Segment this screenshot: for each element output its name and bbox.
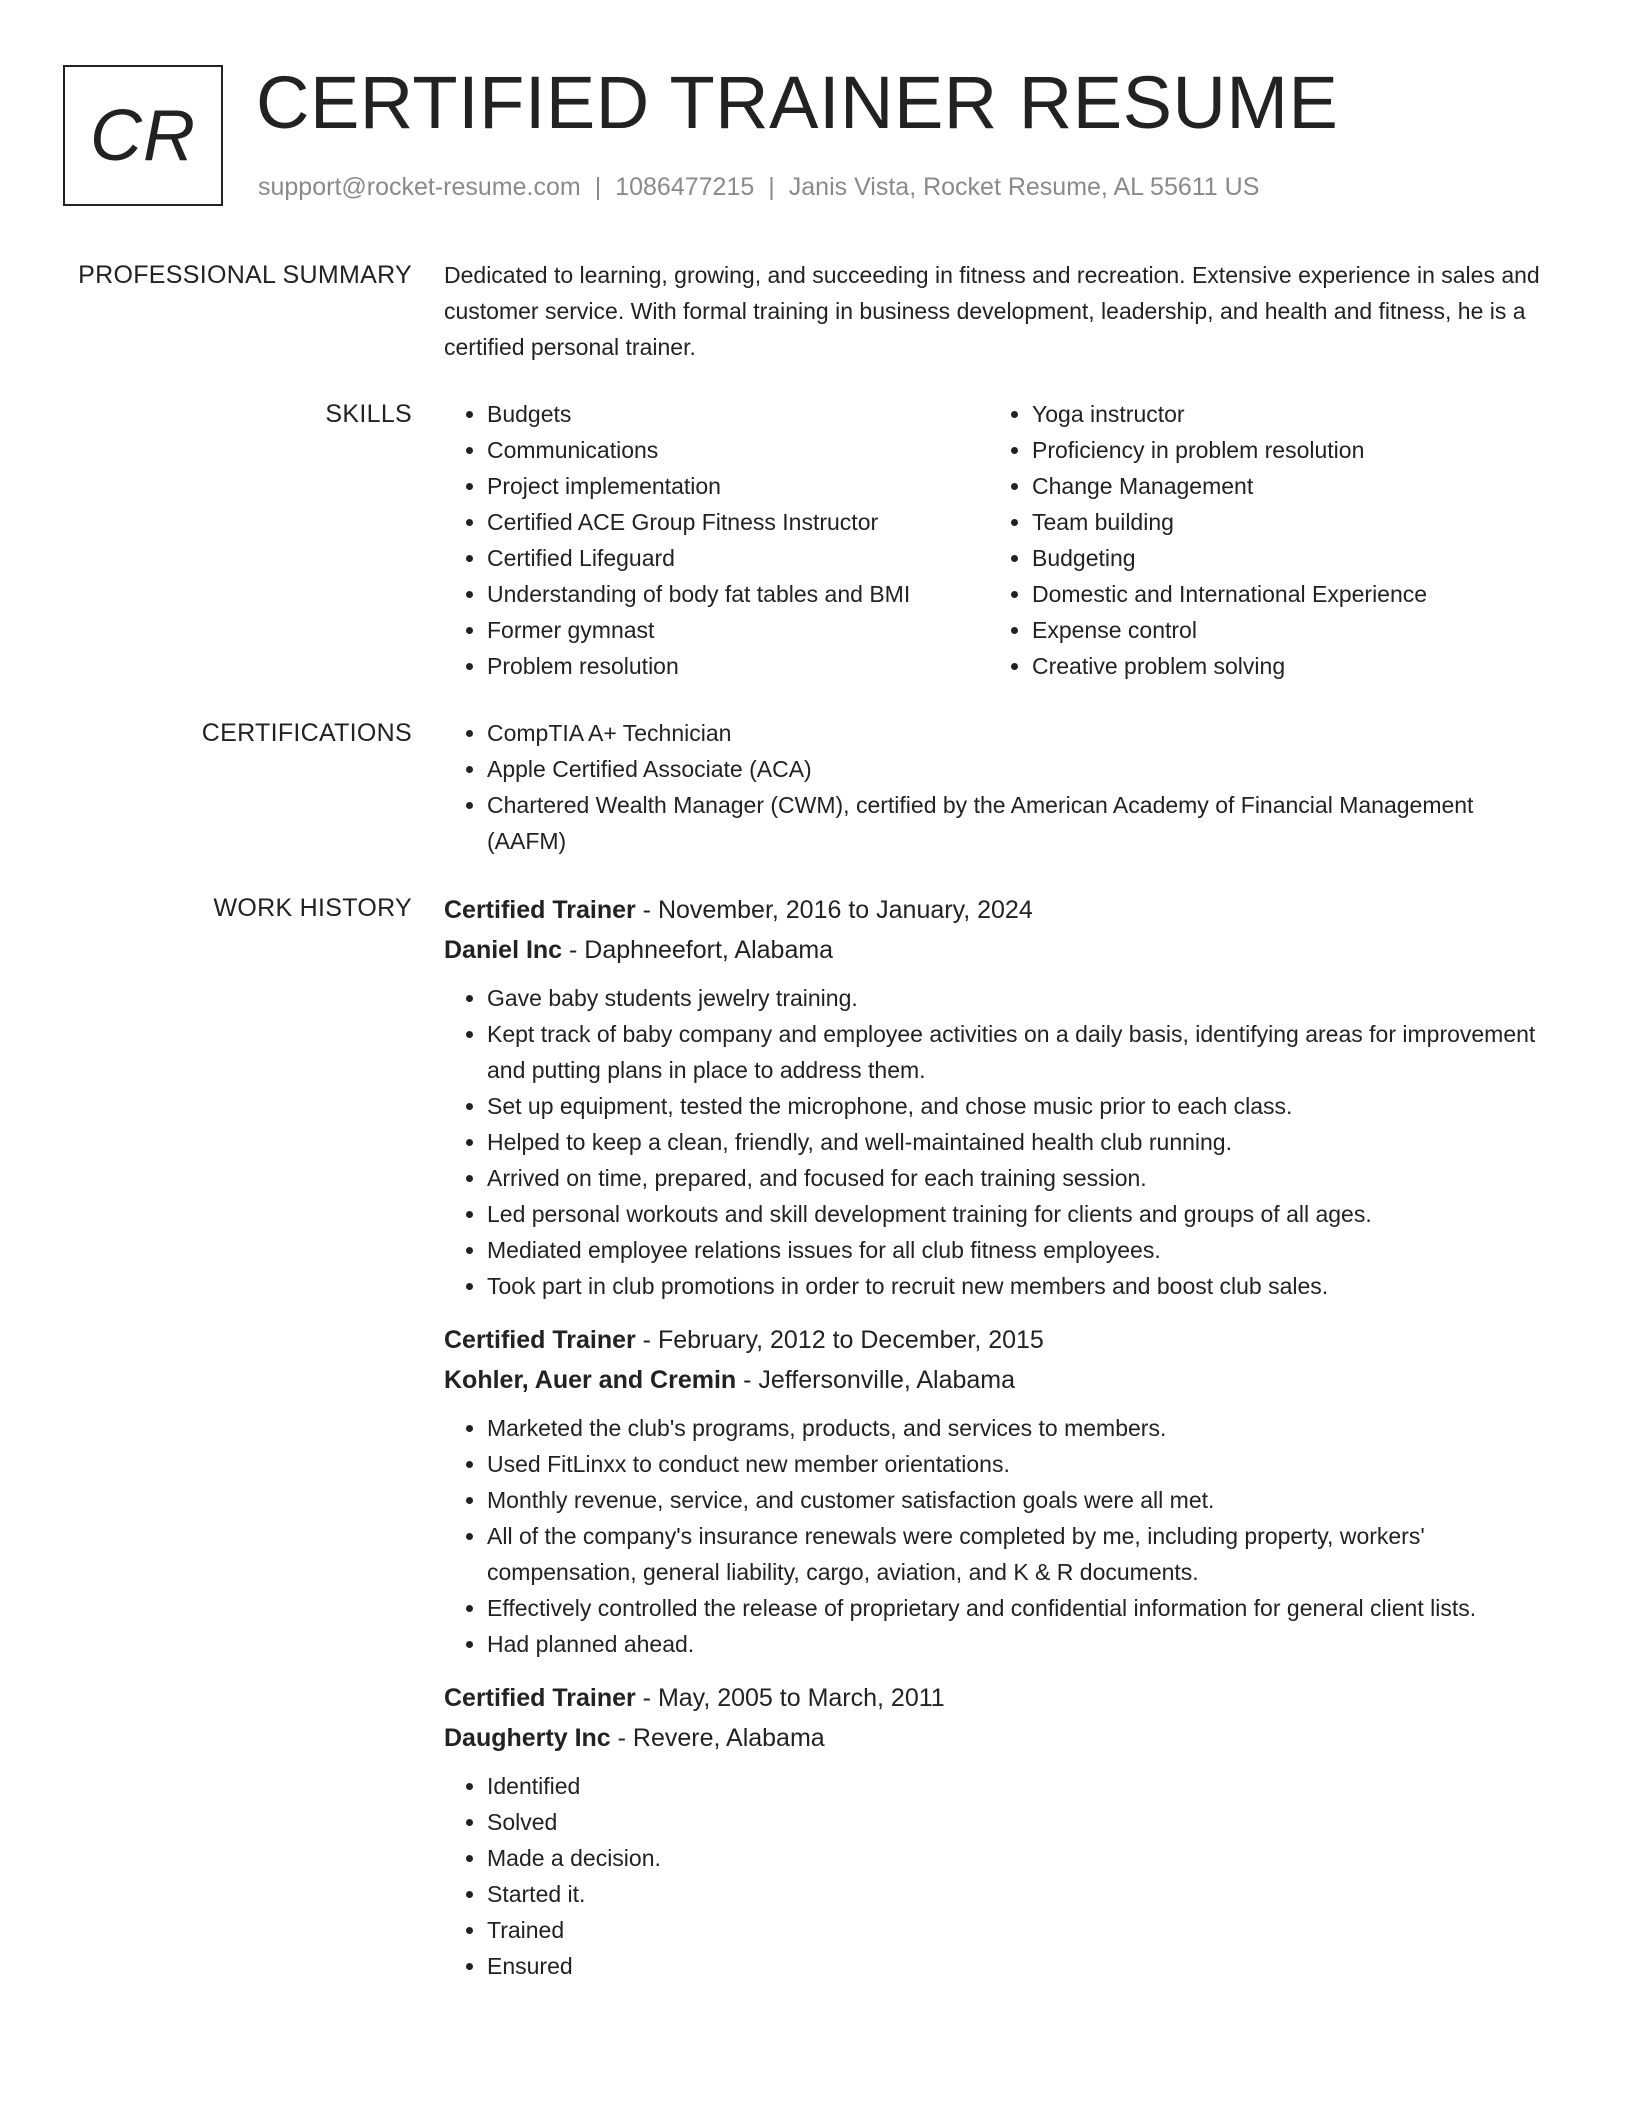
job-role-line bbox=[444, 1320, 1550, 1360]
certification-item: • Apple Certified Associate (ACA) bbox=[487, 751, 1550, 787]
contact-line bbox=[258, 173, 1259, 202]
certification-item: • Chartered Wealth Manager (CWM), certified by the American Academy of Financial Management (AAFM) bbox=[487, 787, 1550, 859]
contact-separator: | bbox=[768, 173, 775, 201]
summary-text: Dedicated to learning, growing, and succeeding in fitness and recreation. Extensive experience in sales and customer service. With formal training in business development, leadership, and health and fitness, he is a certified personal trainer. bbox=[444, 262, 1540, 360]
job-bullet: • Arrived on time, prepared, and focused for each training session. bbox=[487, 1160, 1550, 1196]
job-dates: - February, 2012 to December, 2015 bbox=[635, 1326, 1044, 1354]
job-bullet: • Effectively controlled the release of proprietary and confidential information for general client lists. bbox=[487, 1590, 1550, 1626]
job-bullet: • Started it. bbox=[487, 1876, 1550, 1912]
job-role-line bbox=[444, 890, 1550, 930]
job-bullet: • Used FitLinxx to conduct new member orientations. bbox=[487, 1446, 1550, 1482]
summary-heading: PROFESSIONAL SUMMARY bbox=[78, 261, 412, 289]
job-bullet: • Trained bbox=[487, 1912, 1550, 1948]
job-bullet: • Monthly revenue, service, and customer satisfaction goals were all met. bbox=[487, 1482, 1550, 1518]
skill-item: • Understanding of body fat tables and BMI bbox=[487, 576, 989, 612]
job-role: Certified Trainer bbox=[444, 896, 636, 924]
job-bullet: • Took part in club promotions in order to recruit new members and boost club sales. bbox=[487, 1268, 1550, 1304]
job-company: Kohler, Auer and Cremin bbox=[444, 1366, 737, 1394]
job-location: - Daphneefort, Alabama bbox=[562, 936, 834, 964]
job-dates: - November, 2016 to January, 2024 bbox=[635, 896, 1033, 924]
job-role: Certified Trainer bbox=[444, 1326, 636, 1354]
skill-item: • Budgets bbox=[487, 396, 989, 432]
job-bullets bbox=[444, 1410, 1550, 1662]
contact-separator: | bbox=[594, 173, 602, 201]
job-location: - Revere, Alabama bbox=[610, 1724, 825, 1752]
skill-item: • Certified Lifeguard bbox=[487, 540, 989, 576]
job-entry bbox=[444, 890, 1550, 1304]
job-bullet: • Gave baby students jewelry training. bbox=[487, 980, 1550, 1016]
skills-list-left bbox=[444, 396, 989, 684]
job-company-line bbox=[444, 1360, 1550, 1400]
skill-item: • Creative problem solving bbox=[1032, 648, 1534, 684]
skill-item: • Team building bbox=[1032, 504, 1534, 540]
certifications-heading: CERTIFICATIONS bbox=[201, 719, 412, 747]
skill-item: • Former gymnast bbox=[487, 612, 989, 648]
job-bullets bbox=[444, 980, 1550, 1304]
job-bullet: • Helped to keep a clean, friendly, and well-maintained health club running. bbox=[487, 1124, 1550, 1160]
contact-phone: 1086477215 bbox=[615, 173, 755, 201]
skill-item: • Communications bbox=[487, 432, 989, 468]
certification-item: • CompTIA A+ Technician bbox=[487, 715, 1550, 751]
skills-column-left bbox=[444, 396, 989, 684]
job-entry bbox=[444, 1320, 1550, 1662]
job-bullet: • Solved bbox=[487, 1804, 1550, 1840]
skill-item: • Proficiency in problem resolution bbox=[1032, 432, 1534, 468]
skill-item: • Problem resolution bbox=[487, 648, 989, 684]
job-role: Certified Trainer bbox=[444, 1684, 636, 1712]
certifications-body bbox=[444, 715, 1550, 859]
job-company-line bbox=[444, 1718, 1550, 1758]
job-bullet: • Mediated employee relations issues for all club fitness employees. bbox=[487, 1232, 1550, 1268]
skill-item: • Project implementation bbox=[487, 468, 989, 504]
contact-address: Janis Vista, Rocket Resume, AL 55611 US bbox=[788, 173, 1260, 201]
job-company: Daugherty Inc bbox=[444, 1724, 611, 1752]
monogram-logo: CR bbox=[63, 65, 223, 206]
certifications-list bbox=[444, 715, 1550, 859]
job-dates: - May, 2005 to March, 2011 bbox=[635, 1684, 945, 1712]
skill-item: • Budgeting bbox=[1032, 540, 1534, 576]
work-history-heading: WORK HISTORY bbox=[213, 894, 412, 922]
job-bullet: • Led personal workouts and skill development training for clients and groups of all ages. bbox=[487, 1196, 1550, 1232]
job-bullets bbox=[444, 1768, 1550, 1984]
job-role-line bbox=[444, 1678, 1550, 1718]
skills-heading: SKILLS bbox=[325, 400, 412, 428]
job-entry bbox=[444, 1678, 1550, 1984]
job-bullet: • Ensured bbox=[487, 1948, 1550, 1984]
job-bullet: • Had planned ahead. bbox=[487, 1626, 1550, 1662]
resume-title: CERTIFIED TRAINER RESUME bbox=[256, 61, 1339, 144]
skill-item: • Domestic and International Experience bbox=[1032, 576, 1534, 612]
skills-list-right bbox=[989, 396, 1534, 684]
skill-item: • Change Management bbox=[1032, 468, 1534, 504]
job-bullet: • Kept track of baby company and employee activities on a daily basis, identifying areas for improvement and putting plans in place to address them. bbox=[487, 1016, 1550, 1088]
skills-column-right bbox=[989, 396, 1534, 684]
skill-item: • Expense control bbox=[1032, 612, 1534, 648]
contact-email: support@rocket-resume.com bbox=[258, 173, 581, 201]
job-company-line bbox=[444, 930, 1550, 970]
skill-item: • Certified ACE Group Fitness Instructor bbox=[487, 504, 989, 540]
skill-item: • Yoga instructor bbox=[1032, 396, 1534, 432]
job-bullet: • All of the company's insurance renewals were completed by me, including property, workers' compensation, general liability, cargo, aviation, and K & R documents. bbox=[487, 1518, 1550, 1590]
job-bullet: • Made a decision. bbox=[487, 1840, 1550, 1876]
job-location: - Jeffersonville, Alabama bbox=[736, 1366, 1016, 1394]
job-bullet: • Marketed the club's programs, products, and services to members. bbox=[487, 1410, 1550, 1446]
job-bullet: • Set up equipment, tested the microphone, and chose music prior to each class. bbox=[487, 1088, 1550, 1124]
job-company: Daniel Inc bbox=[444, 936, 563, 964]
work-history-body bbox=[444, 890, 1550, 2000]
skills-grid bbox=[444, 396, 1550, 684]
job-bullet: • Identified bbox=[487, 1768, 1550, 1804]
